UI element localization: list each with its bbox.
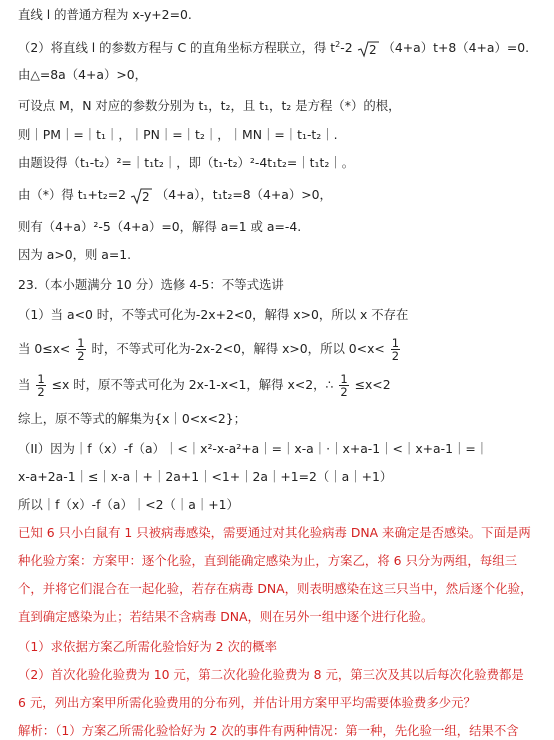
sqrt-radicand: 2 [141, 189, 150, 204]
text-line [18, 186, 332, 205]
text-line: x-a+2a-1｜≤｜x-a｜+｜2a+1｜<1+｜2a｜+1=2（｜a｜+1） [18, 469, 393, 484]
problem-text-line: 种化验方案：方案甲：逐个化验，直到能确定感染为止，方案乙，将 6 只分为两组，每组三 [18, 553, 517, 568]
section-heading: 23.（本小题满分 10 分）选修 4-5：不等式选讲 [18, 277, 284, 292]
fraction: $\frac{1}{2}$ [340, 372, 348, 399]
text-span: （2）将直线 l 的参数方程与 C 的直角坐标方程联立，得 t [18, 40, 336, 55]
text-line: 可设点 M，N 对应的参数分别为 t₁，t₂，且 t₁，t₂ 是方程（*）的根， [18, 98, 401, 113]
problem-text-line: 解析：（1）方案乙所需化验恰好为 2 次的事件有两种情况：第一种，先化验一组，结果不含 [18, 723, 519, 738]
text-span: 当 0≤x< [18, 341, 71, 356]
text-span: 由（*）得 t₁+t₂=2 [18, 187, 126, 202]
superscript: 2 [335, 40, 341, 49]
sqrt-symbol [130, 187, 152, 205]
text-line: 由题设得（t₁-t₂）²=｜t₁t₂｜，即（t₁-t₂）²-4t₁t₂=｜t₁t₂｜。 [18, 155, 355, 170]
text-span: ≤x 时，原不等式可化为 2x-1-x<1，解得 x<2，∴ [51, 377, 334, 392]
problem-text-line: 已知 6 只小白鼠有 1 只被病毒感染，需要通过对其化验病毒 DNA 来确定是否感染。下面是两 [18, 525, 531, 540]
fraction: $\frac{1}{2}$ [37, 372, 45, 399]
problem-text-line: （1）求依据方案乙所需化验恰好为 2 次的概率 [18, 639, 278, 654]
problem-text-line: 个，并将它们混合在一起化验，若存在病毒 DNA，则表明感染在这三只当中，然后逐个化验， [18, 581, 533, 596]
problem-text-line: 6 元，列出方案甲所需化验费用的分布列，并估计用方案甲平均需要体验费多少元？ [18, 695, 476, 710]
text-line: 则｜PM｜=｜t₁｜，｜PN｜=｜t₂｜，｜MN｜=｜t₁-t₂｜. [18, 127, 338, 142]
sqrt-radicand: 2 [368, 42, 377, 57]
text-line: （II）因为｜f（x）-f（a）｜<｜x²-x-a²+a｜=｜x-a｜·｜x+a-1｜<｜x+a-1｜=｜ [18, 441, 489, 456]
text-line [18, 336, 402, 362]
text-line: （1）当 a<0 时，不等式可化为-2x+2<0，解得 x>0，所以 x 不存在 [18, 307, 409, 322]
text-span: ≤x<2 [354, 377, 391, 392]
text-span: 时，不等式可化为-2x-2<0，解得 x>0，所以 0<x< [91, 341, 385, 356]
text-line [18, 36, 529, 58]
text-span: 当 [18, 377, 31, 392]
text-line: 则有（4+a）²-5（4+a）=0，解得 a=1 或 a=-4. [18, 219, 302, 234]
fraction: $\frac{1}{2}$ [77, 336, 85, 363]
text-line: 综上，原不等式的解集为{x｜0<x<2}； [18, 411, 247, 426]
text-line [18, 372, 391, 398]
text-span: （4+a），t₁t₂=8（4+a）>0， [155, 187, 332, 202]
text-line: 因为 a>0，则 a=1. [18, 247, 132, 262]
text-span: （4+a）t+8（4+a）=0. [382, 40, 530, 55]
fraction: $\frac{1}{2}$ [391, 336, 400, 363]
sqrt-symbol [357, 40, 379, 58]
text-line: 所以｜f（x）-f（a）｜<2（｜a｜+1） [18, 497, 239, 512]
problem-text-line: （2）首次化验化验费为 10 元，第二次化验化验费为 8 元，第三次及其以后每次化验费都是 [18, 667, 524, 682]
problem-text-line: 直到确定感染为止；若结果不含病毒 DNA，则在另外一组中逐个进行化验。 [18, 609, 434, 624]
text-span: -2 [340, 40, 353, 55]
text-line: 由△=8a（4+a）>0， [18, 67, 148, 82]
text-line: 直线 l 的普通方程为 x-y+2=0. [18, 7, 192, 22]
